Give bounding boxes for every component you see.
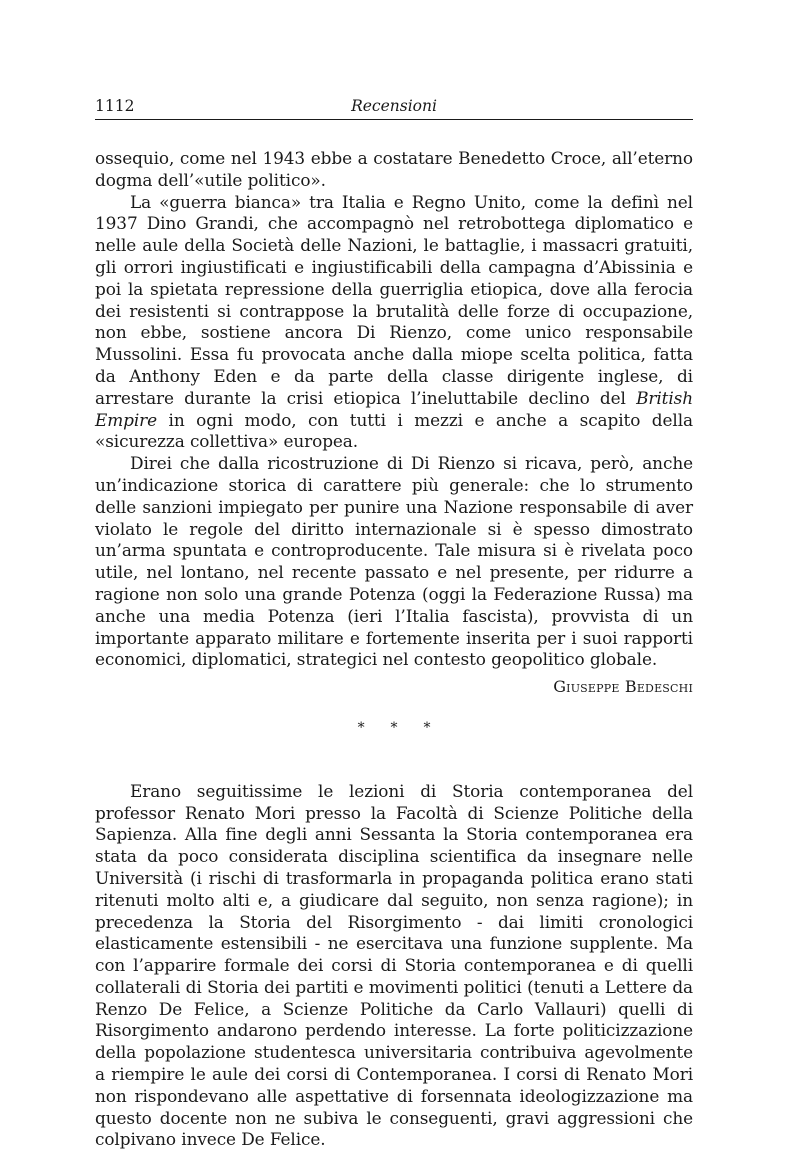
paragraph-sanzioni: Direi che dalla ricostruzione di Di Rienzo si ricava, però, anche un’indicazione storica di carattere più generale: che lo strumento delle sanzioni impiegato per punire una Nazione responsabile di aver violato le regole del diritto internazionale si è spesso dimostrato un’arma spuntata e controproducente. Tale misura si è rivelata poco utile, nel lontano, nel recente passato e nel presente, per ridurre a ragione non solo una grande Potenza (oggi la Federazione Russa) ma anche una media Potenza (ieri l’Italia fascista), provvista di un importante apparato militare e fortemente inserita per i suoi rapporti economici, diplomatici, strategici nel contesto geopolitico globale. bbox=[95, 453, 693, 670]
review-author: Giuseppe Bedeschi bbox=[553, 677, 693, 697]
paragraph-continued: ossequio, come nel 1943 ebbe a costatare Benedetto Croce, all’eterno dogma dell’«utile politico». bbox=[95, 148, 693, 190]
page-number: 1112 bbox=[95, 97, 135, 115]
italic-term: British Empire bbox=[95, 387, 693, 430]
asterisk: * bbox=[423, 719, 431, 736]
paragraph-renato-mori: Erano seguitissime le lezioni di Storia contemporanea del professor Renato Mori presso la Facoltà di Scienze Politiche della Sapienza. Alla fine degli anni Sessanta la Storia contemporanea era stata da poco considerata disciplina scientifica da insegnare nelle Università (i rischi di trasformarla in propaganda politica erano stati ritenuti molto alti e, a giudicare dal seguito, non senza ragione); in precedenza la Storia del Risorgimento - dai limiti cronologici elasticamente estensibili - ne esercitava una funzione supplente. Ma con l’apparire formale dei corsi di Storia contemporanea e di quelli collaterali di Storia dei partiti e movimenti politici (tenuti a Lettere da Renzo De Felice, a Scienze Politiche da Carlo Vallauri) quelli di Risorgimento andarono perdendo interesse. La forte politicizzazione della popolazione studentesca universitaria contribuiva agevolmente a riempire le aule dei corsi di Contemporanea. I corsi di Renato Mori non rispondevano alle aspettative di forsennata ideologizzazione ma questo docente non ne subiva le conseguenti, gravi aggressioni che colpivano invece De Felice. bbox=[95, 780, 693, 1150]
section-separator bbox=[95, 718, 693, 740]
asterisk: * bbox=[357, 719, 365, 736]
page-header bbox=[95, 97, 693, 120]
paragraph-text: La «guerra bianca» tra Italia e Regno Unito, come la definì nel 1937 Dino Grandi, che accompagnò nel retrobottega diplomatico e nelle aule della Società delle Nazioni, le battaglie, i massacri gratuiti, gli orrori ingiustificati e ingiustificabili della campagna d’Abissinia e poi la spietata repressione della guerriglia etiopica, dove alla ferocia dei resistenti si contrappose la brutalità delle forze di occupazione, non ebbe, sostiene ancora Di Rienzo, come unico responsabile Mussolini. Essa fu provocata anche dalla miope scelta politica, fatta da Anthony Eden e da parte della classe dirigente inglese, di arrestare durante la crisi etiopica l’ineluttabile declino del bbox=[95, 191, 693, 408]
body-text bbox=[95, 148, 693, 1151]
asterisk: * bbox=[390, 719, 398, 736]
paragraph-text: in ogni modo, con tutti i mezzi e anche a scapito della «sicurezza collettiva» europea. bbox=[95, 409, 693, 452]
running-head: Recensioni bbox=[351, 97, 437, 115]
paragraph-guerra-bianca bbox=[95, 192, 693, 454]
